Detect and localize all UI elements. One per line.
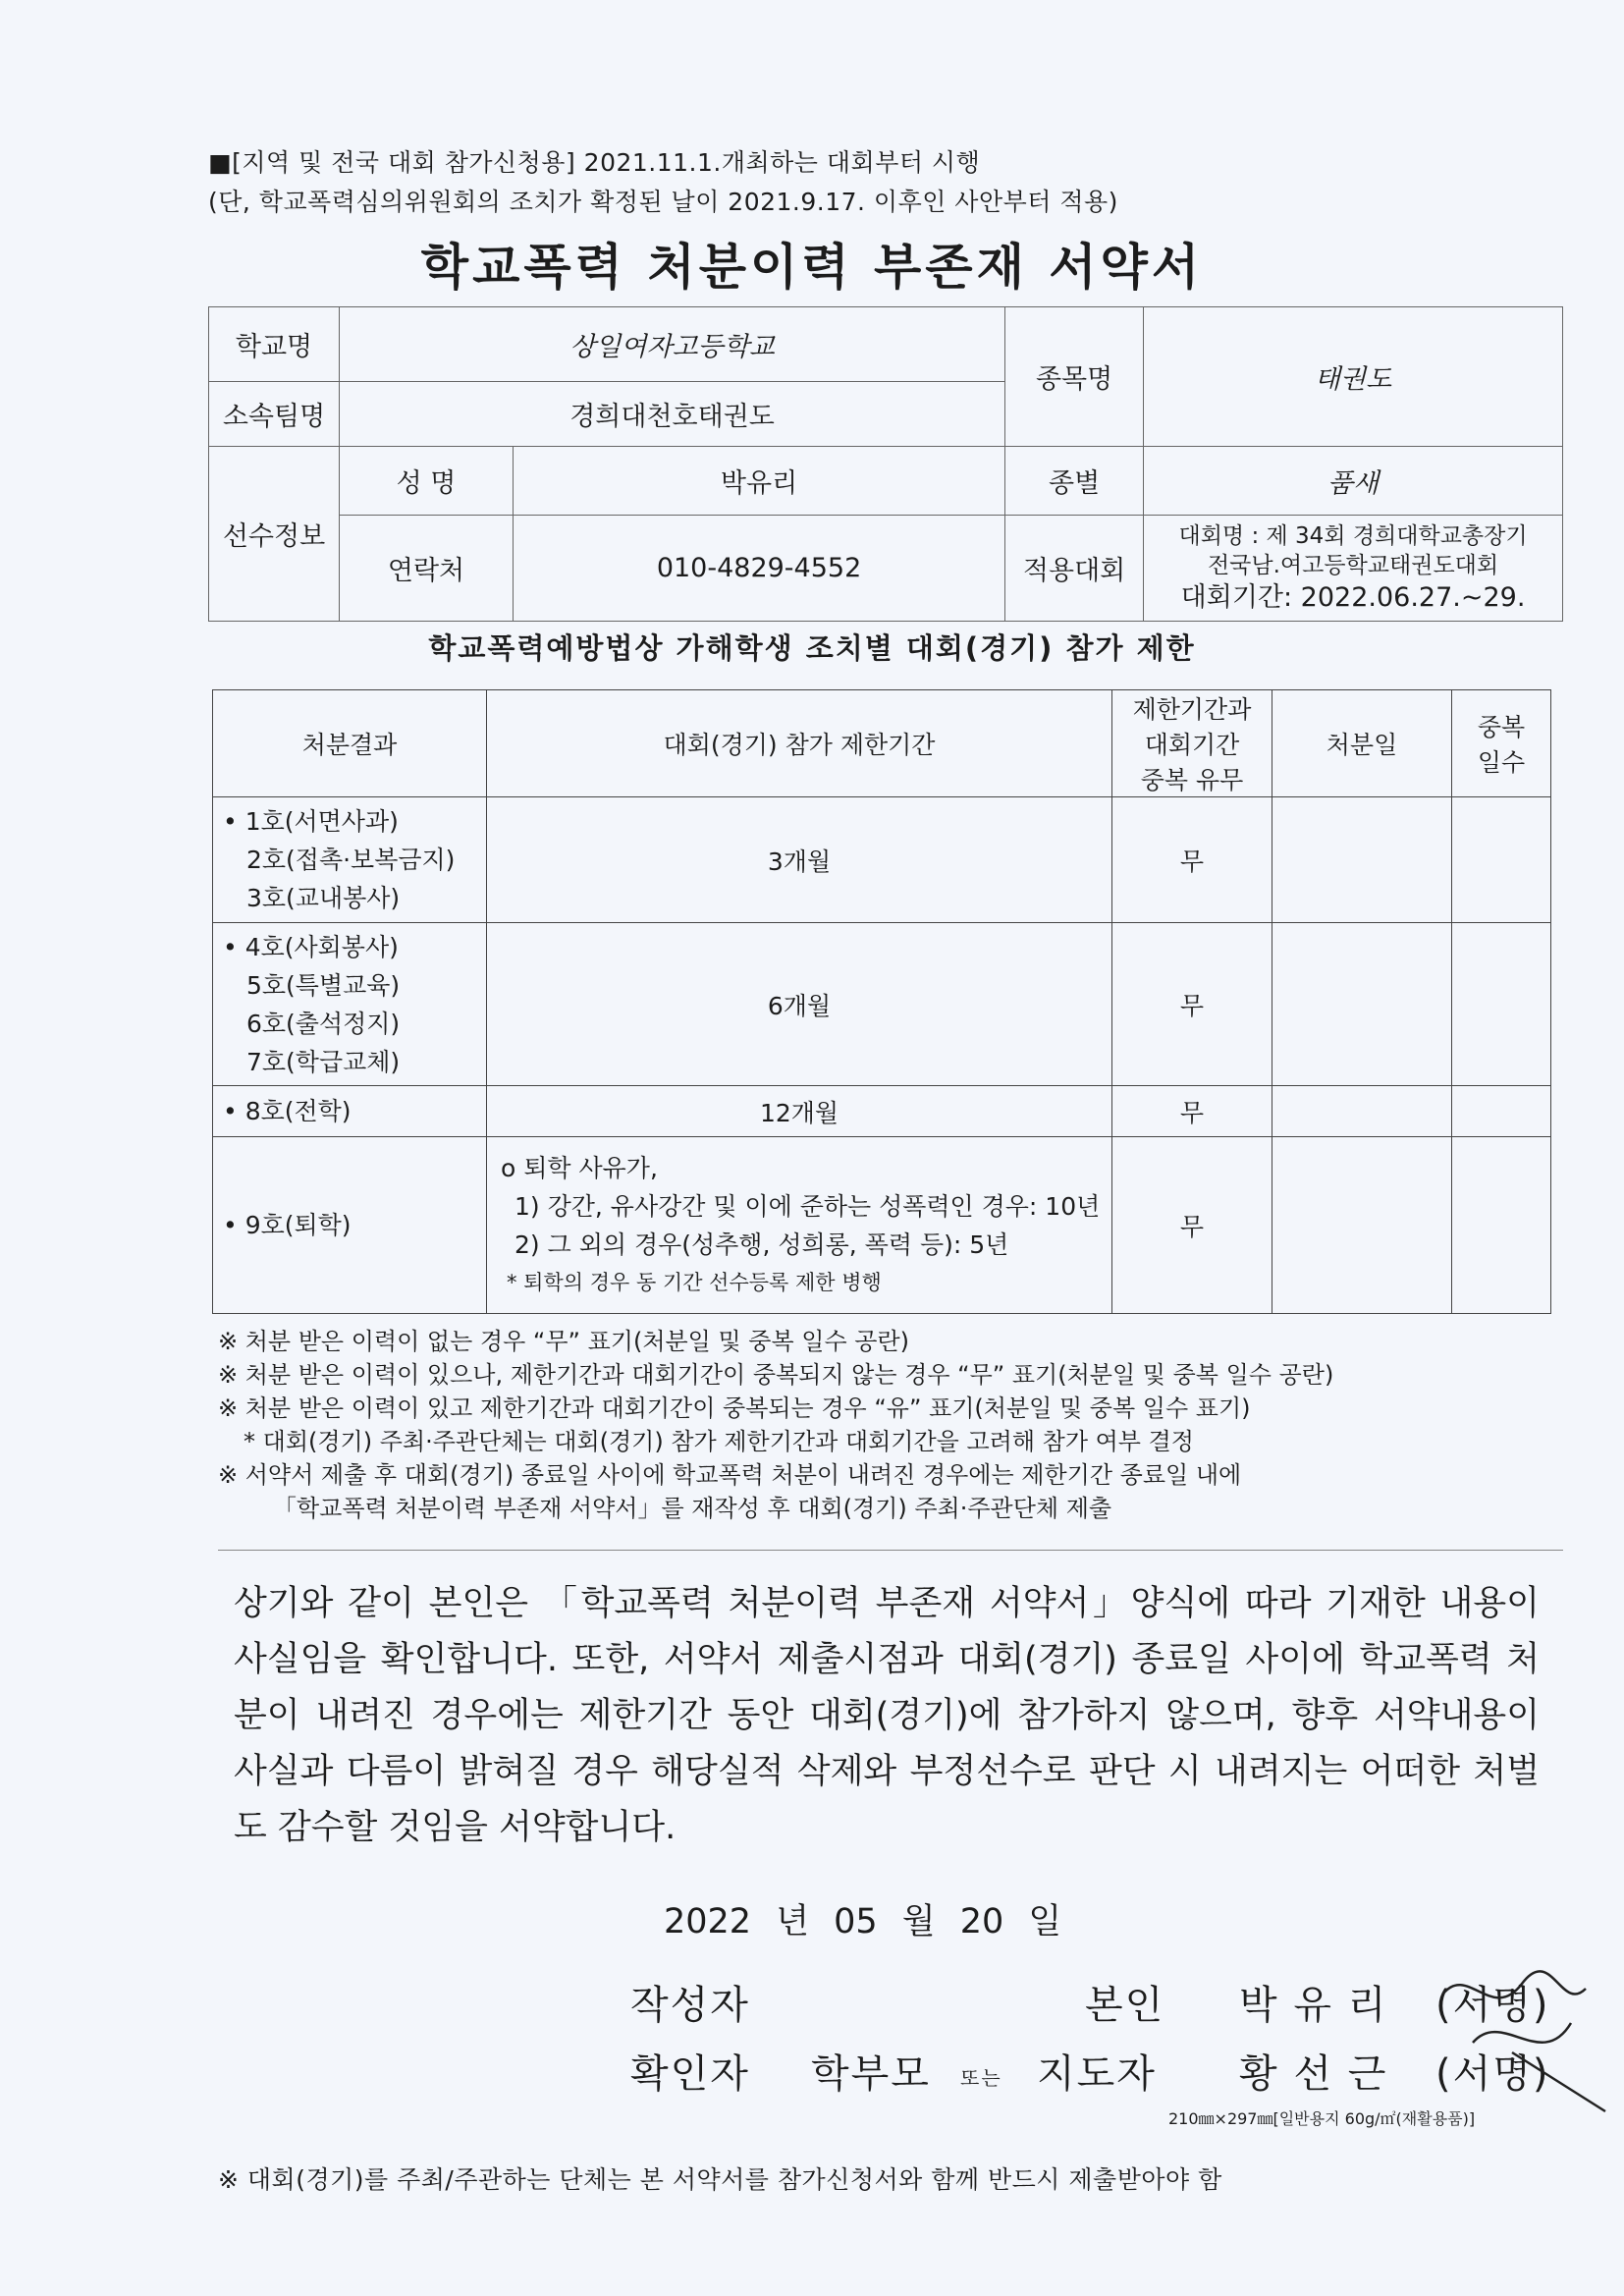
header-overlap-line-1: 제한기간과	[1132, 695, 1252, 724]
row-overlap: 무	[1112, 1137, 1272, 1314]
expulsion-footnote: * 퇴학의 경우 동 기간 선수등록 제한 병행	[507, 1270, 882, 1294]
header-days	[1452, 690, 1551, 797]
pledge-text: 상기와 같이 본인은 「학교폭력 처분이력 부존재 서약서」양식에 따라 기재한 내용이 사실임을 확인합니다. 또한, 서약서 제출시점과 대회(경기) 종료일 사이에 학교폭력 처분이 내려진 경우에는 제한기간 동안 대회(경기)에 참가하지 않으며, 향후 서약내용이 사실과 다름이 밝혀질 경우 해당실적 삭제와 부정선수로 판단 시 내려지는 어떠한 처벌도 감수할 것임을 서약합니다.	[234, 1584, 1540, 1847]
pledge-date: 2022 년 05 월 20 일	[664, 1902, 1062, 1941]
table-row	[213, 923, 1551, 1086]
row-days-cell	[1452, 923, 1551, 1086]
row-period: 12개월	[487, 1086, 1112, 1137]
code-line: 7호(학급교체)	[246, 1047, 401, 1076]
expulsion-line: o 퇴학 사유가,	[501, 1153, 658, 1182]
event-value: 태권도	[1144, 307, 1563, 447]
row-codes: • 9호(퇴학)	[213, 1137, 487, 1314]
header-days-line-1: 중복	[1477, 713, 1526, 741]
row-date-cell	[1272, 797, 1452, 923]
row-date-cell	[1272, 923, 1452, 1086]
team-value: 경희대천호태권도	[340, 382, 1005, 447]
table-row	[213, 1137, 1551, 1314]
note-line: ※ 처분 받은 이력이 있으나, 제한기간과 대회기간이 중복되지 않는 경우 “무” 표기(처분일 및 중복 일수 공란)	[218, 1361, 1334, 1389]
row-date-cell	[1272, 1137, 1452, 1314]
row-overlap: 무	[1112, 797, 1272, 923]
notice-line-2: (단, 학교폭력심의위원회의 조치가 확정된 날이 2021.9.17. 이후인 사안부터 적용)	[208, 188, 1118, 216]
note-line: ※ 처분 받은 이력이 없는 경우 “무” 표기(처분일 및 중복 일수 공란)	[218, 1328, 910, 1355]
self-label: 본인	[1085, 1983, 1165, 2028]
coach-name: 황 선 근	[1239, 2051, 1388, 2097]
meet-info	[1144, 516, 1563, 622]
restriction-table	[212, 689, 1551, 1314]
code-line: 6호(출석정지)	[246, 1009, 401, 1038]
row-days-cell	[1452, 797, 1551, 923]
row-overlap: 무	[1112, 923, 1272, 1086]
code-line: 5호(특별교육)	[246, 970, 401, 1000]
category-label: 종별	[1005, 447, 1144, 516]
expulsion-line: 1) 강간, 유사강간 및 이에 준하는 성폭력인 경우: 10년	[514, 1191, 1101, 1221]
header-overlap-line-3: 중복 유무	[1140, 766, 1244, 794]
meet-label: 적용대회	[1005, 516, 1144, 622]
code-line: 3호(교내봉사)	[246, 884, 401, 912]
handwritten-signature-icon	[1414, 1954, 1620, 2121]
player-info-label: 선수정보	[209, 447, 340, 622]
row-overlap: 무	[1112, 1086, 1272, 1137]
row-period	[487, 1137, 1112, 1314]
parent-label: 학부모	[811, 2051, 931, 2097]
event-label: 종목명	[1005, 307, 1144, 447]
confirmer-sign-mark: (서명)	[1435, 2051, 1550, 2097]
expulsion-line: 2) 그 외의 경우(성추행, 성희롱, 폭력 등): 5년	[514, 1230, 1009, 1259]
header-overlap	[1112, 690, 1272, 797]
header-overlap-line-2: 대회기간	[1144, 731, 1240, 759]
applicant-info-table	[208, 306, 1563, 622]
contact-value: 010-4829-4552	[514, 516, 1005, 622]
header-result: 처분결과	[213, 690, 487, 797]
row-days-cell	[1452, 1086, 1551, 1137]
document-title: 학교폭력 처분이력 부존재 서약서	[420, 239, 1204, 296]
note-line: * 대회(경기) 주최·주관단체는 대회(경기) 참가 제한기간과 대회기간을 고려해 참가 여부 결정	[244, 1428, 1194, 1455]
row-days-cell	[1452, 1137, 1551, 1314]
writer-sign-mark: (서명)	[1435, 1983, 1550, 2028]
meet-period: 대회기간: 2022.06.27.~29.	[1180, 581, 1526, 613]
row-codes: • 8호(전학)	[213, 1086, 487, 1137]
row-period: 6개월	[487, 923, 1112, 1086]
notes-block	[218, 1325, 1333, 1525]
row-codes	[213, 923, 487, 1086]
school-label: 학교명	[209, 307, 340, 382]
category-value: 품새	[1144, 447, 1563, 516]
note-line: ※ 처분 받은 이력이 있고 제한기간과 대회기간이 중복되는 경우 “유” 표기(처분일 및 중복 일수 표기)	[218, 1394, 1251, 1422]
code-line: 2호(접촉·보복금지)	[246, 846, 456, 874]
or-label: 또는	[960, 2066, 1002, 2090]
code-line: • 4호(사회봉사)	[223, 932, 399, 961]
contact-label: 연락처	[340, 516, 514, 622]
restriction-subtitle: 학교폭력예방법상 가해학생 조치별 대회(경기) 참가 제한	[428, 631, 1196, 665]
school-value: 상일여자고등학교	[340, 307, 1005, 382]
table-row	[213, 797, 1551, 923]
row-period: 3개월	[487, 797, 1112, 923]
row-date-cell	[1272, 1086, 1452, 1137]
table-row	[213, 1086, 1551, 1137]
meet-name-line-1: 대회명 : 제 34회 경희대학교총장기	[1178, 522, 1528, 549]
row-codes	[213, 797, 487, 923]
header-days-line-2: 일수	[1477, 748, 1526, 777]
paper-spec: 210㎜×297㎜[일반용지 60g/㎡(재활용품)]	[1168, 2109, 1476, 2128]
header-date: 처분일	[1272, 690, 1452, 797]
writer-label: 작성자	[630, 1983, 750, 2028]
name-label: 성 명	[340, 447, 514, 516]
team-label: 소속팀명	[209, 382, 340, 447]
code-line: • 1호(서면사과)	[223, 807, 399, 836]
coach-label: 지도자	[1037, 2051, 1157, 2097]
note-line: 「학교폭력 처분이력 부존재 서약서」를 재작성 후 대회(경기) 주최·주관단체 제출	[273, 1495, 1112, 1522]
confirmer-label: 확인자	[630, 2051, 750, 2097]
bottom-note: ※ 대회(경기)를 주최/주관하는 단체는 본 서약서를 참가신청서와 함께 반드시 제출받아야 함	[218, 2165, 1222, 2194]
header-period: 대회(경기) 참가 제한기간	[487, 690, 1112, 797]
divider	[218, 1550, 1563, 1551]
note-line: ※ 서약서 제출 후 대회(경기) 종료일 사이에 학교폭력 처분이 내려진 경우에는 제한기간 종료일 내에	[218, 1461, 1242, 1489]
name-value: 박유리	[514, 447, 1005, 516]
notice-line-1: ■[지역 및 전국 대회 참가신청용] 2021.11.1.개최하는 대회부터 시행	[208, 148, 981, 177]
self-name: 박 유 리	[1239, 1983, 1388, 2028]
meet-name-line-2: 전국남.여고등학교태권도대회	[1207, 552, 1499, 578]
